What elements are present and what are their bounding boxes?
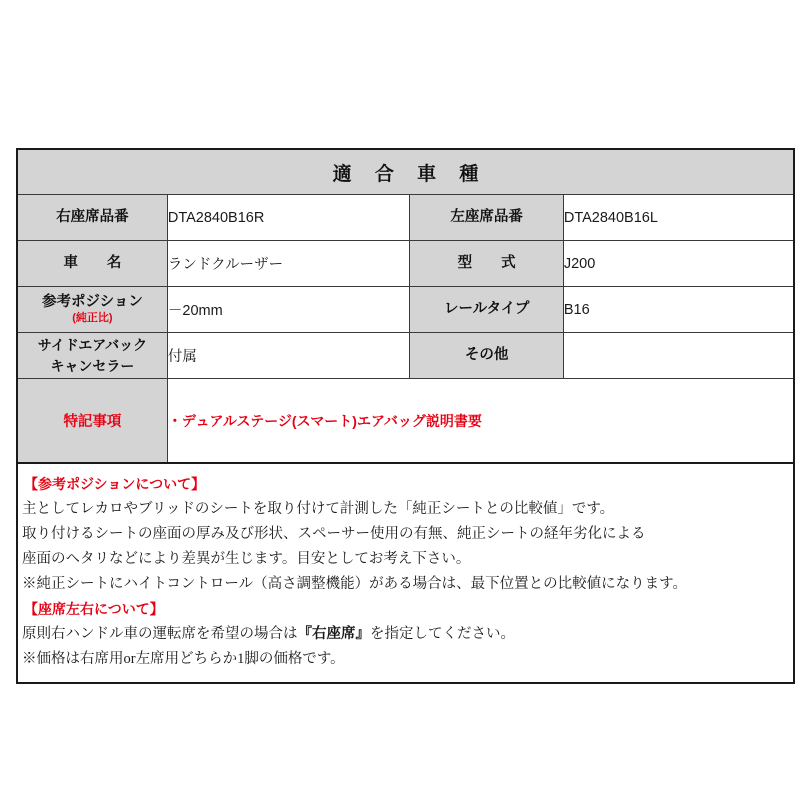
note-line: 座面のヘタリなどにより差異が生じます。目安としてお考え下さい。 [22, 551, 471, 567]
table-row [17, 241, 794, 287]
left-seat-part-number-label: 左座席品番 [410, 195, 563, 241]
other-value [563, 333, 794, 379]
spec-table [16, 148, 795, 464]
model-code-value: J200 [563, 241, 794, 287]
side-airbag-canceller-label-line1: サイドエアバック [37, 337, 148, 354]
rail-type-value: B16 [563, 287, 794, 333]
compatible-vehicle-spec-sheet [16, 148, 795, 684]
side-airbag-canceller-label-line2: キャンセラー [50, 357, 135, 374]
notes-box [16, 464, 795, 684]
note-line: ※純正シートにハイトコントロール（高さ調整機能）がある場合は、最下位置との比較値になります。 [22, 576, 687, 592]
other-label: その他 [410, 333, 563, 379]
note-line: ※価格は右席用or左席用どちらか1脚の価格です。 [22, 651, 345, 667]
note-heading-seat-side: 【座席左右について】 [24, 601, 164, 617]
table-row [17, 195, 794, 241]
vehicle-name-label: 車 名 [17, 241, 167, 287]
left-seat-part-number-value: DTA2840B16L [563, 195, 794, 241]
model-code-label: 型 式 [410, 241, 563, 287]
reference-position-label [17, 287, 167, 333]
remarks-value: ・デュアルステージ(スマート)エアバッグ説明書要 [167, 379, 794, 464]
right-seat-part-number-value: DTA2840B16R [167, 195, 410, 241]
remarks-label: 特記事項 [17, 379, 167, 464]
page-title: 適 合 車 種 [17, 149, 794, 195]
vehicle-name-value: ランドクルーザー [167, 241, 410, 287]
note-heading-reference-position: 【参考ポジションについて】 [24, 476, 206, 492]
note-line: 取り付けるシートの座面の厚み及び形状、スペーサー使用の有無、純正シートの経年劣化による [22, 526, 646, 542]
side-airbag-canceller-label [17, 333, 167, 379]
note-line: 主としてレカロやブリッドのシートを取り付けて計測した「純正シートとの比較値」です。 [22, 501, 615, 517]
note-line: 原則右ハンドル車の運転席を希望の場合は『右座席』を指定してください。 [22, 626, 515, 642]
remarks-row [17, 379, 794, 464]
reference-position-label-text: 参考ポジション [42, 294, 143, 311]
reference-position-value: －20mm [167, 287, 410, 333]
table-row [17, 333, 794, 379]
reference-position-label-sub: (純正比) [72, 312, 113, 325]
table-title-row [17, 149, 794, 195]
rail-type-label: レールタイプ [410, 287, 563, 333]
table-row [17, 287, 794, 333]
side-airbag-canceller-value: 付属 [167, 333, 410, 379]
right-seat-part-number-label: 右座席品番 [17, 195, 167, 241]
